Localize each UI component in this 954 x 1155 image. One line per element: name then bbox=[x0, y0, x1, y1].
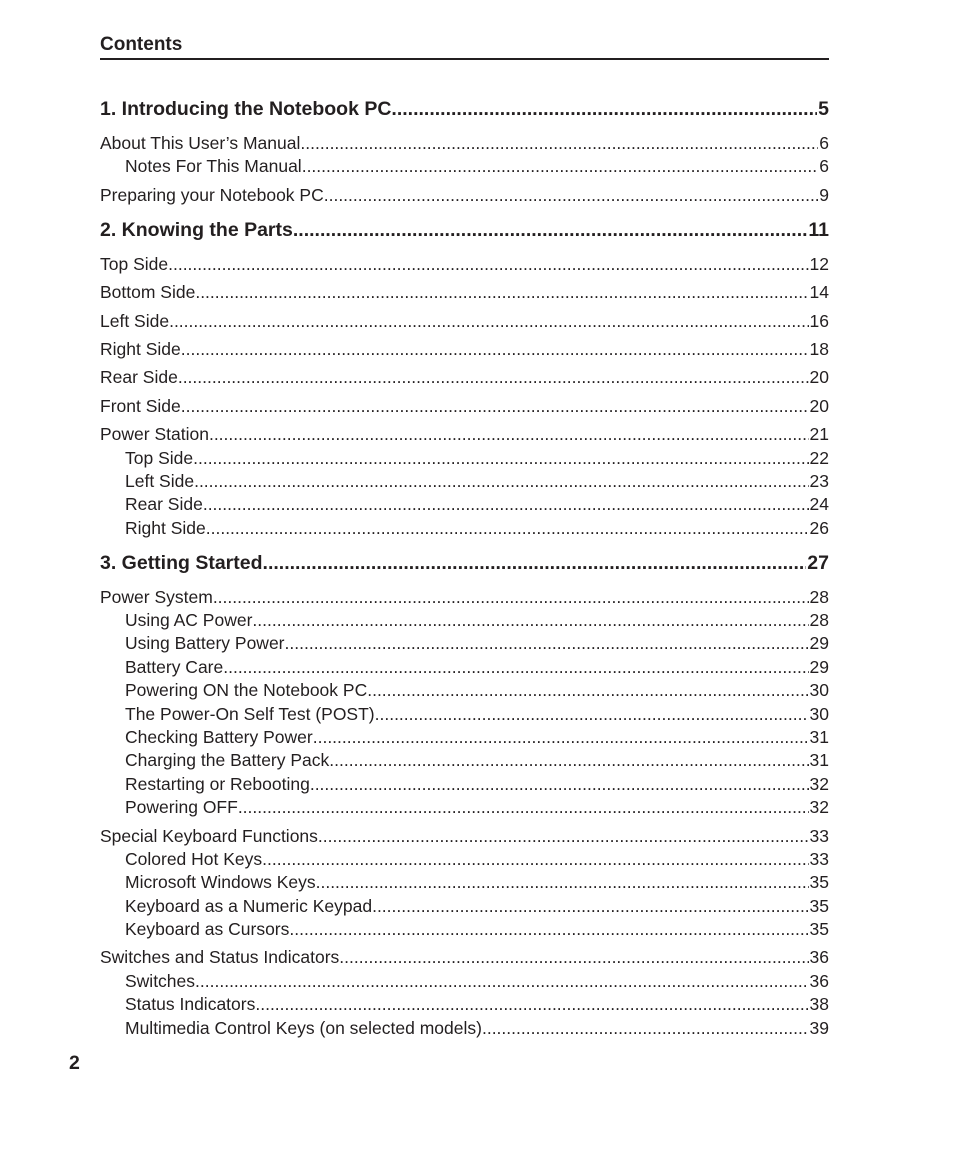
toc-entry-page: 35 bbox=[809, 872, 829, 892]
toc-entry[interactable] bbox=[100, 871, 829, 894]
toc-leader-dots bbox=[302, 155, 819, 178]
toc-entry-label: Right Side bbox=[125, 518, 206, 538]
toc-entry-label: Notes For This Manual bbox=[125, 156, 302, 176]
toc-entry-label: Battery Care bbox=[125, 657, 224, 677]
toc-entry-label: Keyboard as a Numeric Keypad bbox=[125, 896, 373, 916]
toc-entry-label: Colored Hot Keys bbox=[125, 849, 263, 869]
toc-leader-dots bbox=[169, 310, 808, 333]
toc-entry-page: 27 bbox=[807, 552, 829, 574]
toc-entry-label: Left Side bbox=[100, 311, 170, 331]
toc-entry-label: Top Side bbox=[125, 448, 194, 468]
toc-leader-dots bbox=[262, 848, 808, 871]
toc-entry[interactable] bbox=[100, 848, 829, 871]
toc-leader-dots bbox=[329, 749, 808, 772]
toc-leader-dots bbox=[289, 918, 808, 941]
toc-entry-label: Top Side bbox=[100, 254, 169, 274]
toc-entry[interactable] bbox=[100, 586, 829, 609]
toc-leader-dots bbox=[324, 184, 819, 207]
toc-entry[interactable] bbox=[100, 970, 829, 993]
toc-entry-page: 23 bbox=[809, 471, 829, 491]
toc-entry-page: 26 bbox=[809, 518, 829, 538]
toc-entry-page: 28 bbox=[809, 610, 829, 630]
toc-entry-label: Using AC Power bbox=[125, 610, 253, 630]
toc-entry-page: 32 bbox=[809, 774, 829, 794]
toc-entry[interactable] bbox=[100, 656, 829, 679]
toc-entry-page: 14 bbox=[809, 282, 829, 302]
toc-entry-label: Checking Battery Power bbox=[125, 727, 313, 747]
toc-chapter[interactable] bbox=[100, 550, 829, 576]
toc-leader-dots bbox=[316, 871, 809, 894]
toc-entry[interactable] bbox=[100, 703, 829, 726]
toc-entry-page: 36 bbox=[809, 947, 829, 967]
toc-entry-label: Preparing your Notebook PC bbox=[100, 185, 324, 205]
toc-entry-page: 21 bbox=[809, 424, 829, 444]
toc-entry-label: Charging the Battery Pack bbox=[125, 750, 330, 770]
toc-entry[interactable] bbox=[100, 447, 829, 470]
page-title: Contents bbox=[100, 34, 183, 55]
toc-entry[interactable] bbox=[100, 796, 829, 819]
toc-chapter[interactable] bbox=[100, 217, 829, 243]
toc-entry-label: Status Indicators bbox=[125, 994, 256, 1014]
toc-entry[interactable] bbox=[100, 423, 829, 446]
toc-entry[interactable] bbox=[100, 825, 829, 848]
toc-entry-label: Power System bbox=[100, 587, 213, 607]
toc-entry-label: Front Side bbox=[100, 396, 181, 416]
toc-leader-dots bbox=[293, 217, 808, 243]
toc-entry-label: Special Keyboard Functions bbox=[100, 826, 318, 846]
toc-leader-dots bbox=[213, 586, 809, 609]
toc-leader-dots bbox=[252, 609, 808, 632]
toc-entry-page: 6 bbox=[819, 156, 829, 176]
toc-entry[interactable] bbox=[100, 517, 829, 540]
toc-entry-page: 28 bbox=[809, 587, 829, 607]
toc-entry-label: 2. Knowing the Parts bbox=[100, 219, 293, 241]
toc-entry[interactable] bbox=[100, 726, 829, 749]
toc-entry-label: 1. Introducing the Notebook PC bbox=[100, 98, 392, 120]
toc-entry-page: 30 bbox=[809, 680, 829, 700]
toc-entry[interactable] bbox=[100, 993, 829, 1016]
toc-entry-label: The Power-On Self Test (POST) bbox=[125, 704, 375, 724]
toc-leader-dots bbox=[375, 703, 809, 726]
toc-leader-dots bbox=[206, 517, 809, 540]
toc-entry[interactable] bbox=[100, 895, 829, 918]
toc-entry-page: 20 bbox=[809, 396, 829, 416]
toc-entry-page: 30 bbox=[809, 704, 829, 724]
toc-entry[interactable] bbox=[100, 679, 829, 702]
toc-leader-dots bbox=[367, 679, 808, 702]
toc-entry-label: About This User’s Manual bbox=[100, 133, 301, 153]
toc-entry-label: Rear Side bbox=[125, 494, 203, 514]
toc-entry-page: 36 bbox=[809, 971, 829, 991]
toc-entry-page: 18 bbox=[809, 339, 829, 359]
toc-leader-dots bbox=[193, 447, 808, 470]
toc-entry[interactable] bbox=[100, 338, 829, 361]
toc-entry[interactable] bbox=[100, 1017, 829, 1040]
toc-entry-page: 38 bbox=[809, 994, 829, 1014]
toc-entry-label: 3. Getting Started bbox=[100, 552, 263, 574]
toc-entry-page: 12 bbox=[809, 254, 829, 274]
toc-leader-dots bbox=[313, 726, 809, 749]
toc-entry-label: Powering OFF bbox=[125, 797, 238, 817]
toc-leader-dots bbox=[203, 493, 809, 516]
toc-leader-dots bbox=[255, 993, 808, 1016]
toc-entry[interactable] bbox=[100, 310, 829, 333]
toc-entry[interactable] bbox=[100, 155, 829, 178]
toc-entry[interactable] bbox=[100, 281, 829, 304]
toc-entry-page: 35 bbox=[809, 919, 829, 939]
toc-leader-dots bbox=[168, 253, 808, 276]
toc-leader-dots bbox=[195, 281, 808, 304]
toc-entry-label: Using Battery Power bbox=[125, 633, 285, 653]
toc-entry-label: Rear Side bbox=[100, 367, 178, 387]
toc-leader-dots bbox=[310, 773, 809, 796]
toc-entry-page: 24 bbox=[809, 494, 829, 514]
toc-entry[interactable] bbox=[100, 749, 829, 772]
toc-leader-dots bbox=[195, 970, 809, 993]
page-number: 2 bbox=[69, 1052, 80, 1074]
toc-entry[interactable] bbox=[100, 632, 829, 655]
toc-entry-page: 31 bbox=[809, 727, 829, 747]
toc-entry-label: Switches bbox=[125, 971, 196, 991]
toc-leader-dots bbox=[300, 132, 818, 155]
toc-leader-dots bbox=[223, 656, 808, 679]
toc-entry-page: 29 bbox=[809, 633, 829, 653]
toc-entry-label: Right Side bbox=[100, 339, 181, 359]
toc-leader-dots bbox=[372, 895, 808, 918]
toc-entry-page: 33 bbox=[809, 826, 829, 846]
toc-entry-page: 11 bbox=[808, 219, 829, 241]
toc-entry[interactable] bbox=[100, 918, 829, 941]
toc-entry-page: 32 bbox=[809, 797, 829, 817]
toc-entry-label: Multimedia Control Keys (on selected models) bbox=[125, 1018, 482, 1038]
toc-entry[interactable] bbox=[100, 132, 829, 155]
toc-entry-label: Bottom Side bbox=[100, 282, 196, 302]
toc-leader-dots bbox=[178, 366, 809, 389]
toc-entry[interactable] bbox=[100, 493, 829, 516]
toc-leader-dots bbox=[263, 550, 807, 576]
toc-leader-dots bbox=[181, 338, 809, 361]
page-header bbox=[100, 34, 829, 60]
toc-leader-dots bbox=[318, 825, 809, 848]
toc-entry-page: 16 bbox=[809, 311, 829, 331]
toc-entry-page: 31 bbox=[809, 750, 829, 770]
toc-entry-label: Left Side bbox=[125, 471, 195, 491]
toc-entry-label: Microsoft Windows Keys bbox=[125, 872, 316, 892]
toc-leader-dots bbox=[482, 1017, 809, 1040]
toc-entry-page: 20 bbox=[809, 367, 829, 387]
toc-entry[interactable] bbox=[100, 366, 829, 389]
toc-entry-label: Power Station bbox=[100, 424, 209, 444]
toc-entry-page: 35 bbox=[809, 896, 829, 916]
toc-entry-page: 29 bbox=[809, 657, 829, 677]
toc-entry-label: Switches and Status Indicators bbox=[100, 947, 340, 967]
toc-entry[interactable] bbox=[100, 946, 829, 969]
toc-entry-page: 9 bbox=[819, 185, 829, 205]
toc-entry-label: Keyboard as Cursors bbox=[125, 919, 290, 939]
toc-leader-dots bbox=[209, 423, 809, 446]
toc-entry-page: 5 bbox=[818, 98, 829, 120]
toc-leader-dots bbox=[391, 96, 817, 122]
toc-chapter[interactable] bbox=[100, 96, 829, 122]
toc-entry[interactable] bbox=[100, 253, 829, 276]
toc-entry-page: 22 bbox=[809, 448, 829, 468]
toc-entry[interactable] bbox=[100, 609, 829, 632]
toc-entry-page: 33 bbox=[809, 849, 829, 869]
toc-leader-dots bbox=[339, 946, 808, 969]
toc-leader-dots bbox=[181, 395, 809, 418]
toc-entry[interactable] bbox=[100, 470, 829, 493]
toc-entry-page: 39 bbox=[809, 1018, 829, 1038]
toc-entry[interactable] bbox=[100, 184, 829, 207]
toc-entry[interactable] bbox=[100, 773, 829, 796]
toc-leader-dots bbox=[238, 796, 809, 819]
toc-leader-dots bbox=[285, 632, 809, 655]
toc-entry-page: 6 bbox=[819, 133, 829, 153]
toc-entry-label: Restarting or Rebooting bbox=[125, 774, 310, 794]
toc-leader-dots bbox=[194, 470, 808, 493]
toc-entry[interactable] bbox=[100, 395, 829, 418]
toc-entry-label: Powering ON the Notebook PC bbox=[125, 680, 368, 700]
